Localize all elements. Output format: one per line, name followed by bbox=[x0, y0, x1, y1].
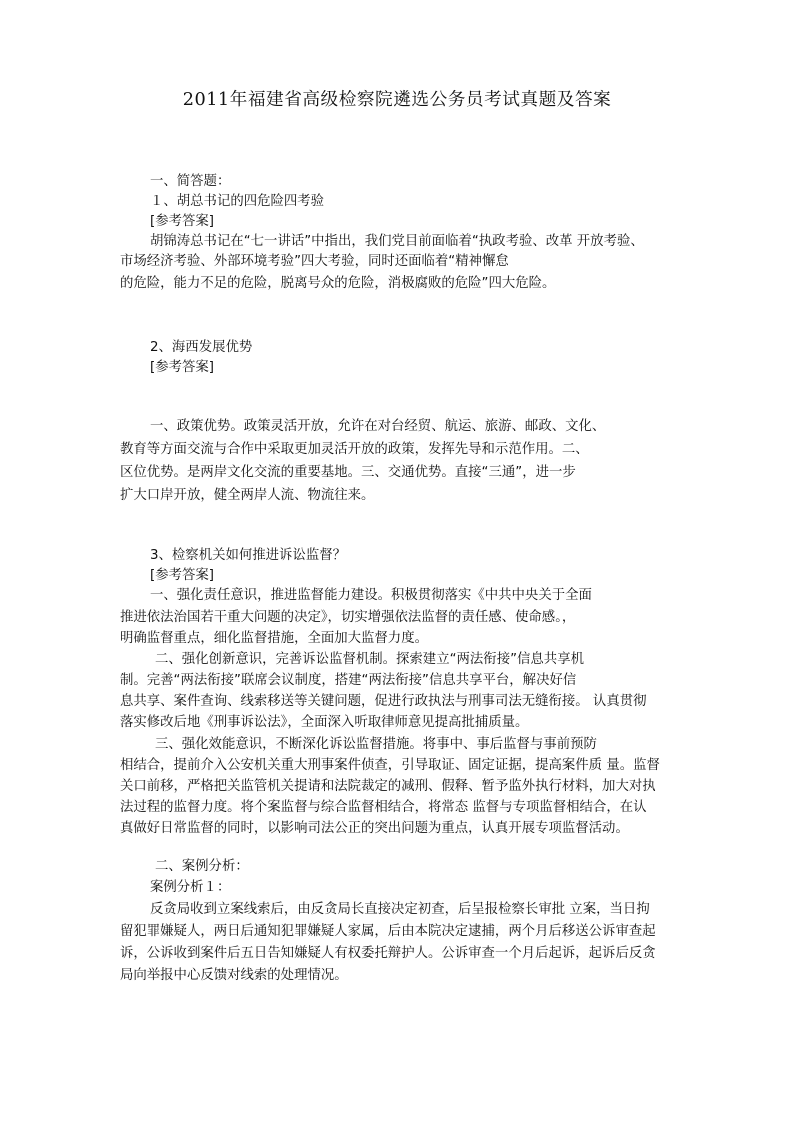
question-2-answer-label: [参考答案] bbox=[150, 360, 215, 375]
question-1-title: １、胡总书记的四危险四考验 bbox=[150, 194, 325, 209]
answer-3-line-4: 二、强化创新意识，完善诉讼监督机制。探索建立“两法衔接”信息共享机 bbox=[155, 652, 584, 667]
case-1-label: 案例分析１： bbox=[150, 880, 231, 895]
answer-3-line-7: 落实修改后地《刑事诉讼法》，全面深入听取律师意见提高批捕质量。 bbox=[120, 715, 529, 730]
answer-3-line-5: 制。完善“两法衔接”联席会议制度，搭建“两法衔接”信息共享平台，解决好信 bbox=[120, 673, 577, 688]
case-1-line-3: 诉，公诉收到案件后五日告知嫌疑人有权委托辩护人。公诉审查一个月后起诉，起诉后反贪 bbox=[120, 946, 656, 961]
answer-3-line-8: 三、强化效能意识，不断深化诉讼监督措施。将事中、事后监督与事前预防 bbox=[155, 737, 597, 752]
answer-3-line-1: 一、强化责任意识，推进监督能力建设。积极贯彻落实《中共中央关于全面 bbox=[150, 588, 592, 603]
answer-3-line-2: 推进依法治国若干重大问题的决定》，切实增强依法监督的责任感、使命感。， bbox=[120, 610, 576, 625]
question-3-answer-label: [参考答案] bbox=[150, 568, 215, 583]
document-title: 2011年福建省高级检察院遴选公务员考试真题及答案 bbox=[182, 90, 612, 110]
answer-3-line-3: 明确监督重点，细化监督措施，全面加大监督力度。 bbox=[120, 631, 428, 646]
answer-3-line-10: 关口前移，严格把关监管机关提请和法院裁定的减刑、假释、暂予监外执行材料，加大对执 bbox=[120, 779, 656, 794]
question-1-answer-label: [参考答案] bbox=[150, 214, 215, 229]
case-1-line-4: 局向举报中心反馈对线索的处理情况。 bbox=[120, 968, 348, 983]
answer-3-line-12: 真做好日常监督的同时，以影响司法公正的突出问题为重点，认真开展专项监督活动。 bbox=[120, 821, 629, 836]
case-1-line-1: 反贪局收到立案线索后，由反贪局长直接决定初查，后呈报检察长审批 立案，当日拘 bbox=[150, 902, 650, 917]
answer-3-line-9: 相结合，提前介入公安机关重大刑事案件侦查，引导取证、固定证据，提高案件质 量。监督 bbox=[120, 758, 660, 773]
answer-1-line-2: 市场经济考验、外部环境考验”四大考验，同时还面临着“精神懈怠 bbox=[120, 254, 509, 269]
answer-2-line-1: 一、政策优势。政策灵活开放，允许在对台经贸、航运、旅游、邮政、文化、 bbox=[150, 419, 606, 434]
question-2-title: 2、海西发展优势 bbox=[150, 340, 253, 355]
answer-1-line-1: 胡锦涛总书记在“七一讲话”中指出，我们党目前面临着“执政考验、改革 开放考验、 bbox=[150, 234, 644, 249]
answer-3-line-11: 法过程的监督力度。将个案监督与综合监督相结合，将常态 监督与专项监督相结合，在认 bbox=[120, 800, 647, 815]
question-3-title: 3、检察机关如何推进诉讼监督？ bbox=[150, 548, 346, 563]
answer-2-line-4: 扩大口岸开放，健全两岸人流、物流往来。 bbox=[120, 488, 375, 503]
answer-3-line-6: 息共享、案件查询、线索移送等关键问题，促进行政执法与刑事司法无缝衔接。 认真贯彻 bbox=[120, 694, 647, 709]
section-heading-case-analysis: 二、案例分析： bbox=[155, 859, 249, 874]
answer-2-line-3: 区位优势。是两岸文化交流的重要基地。三、交通优势。直接“三通”，进一步 bbox=[120, 465, 576, 480]
section-heading-short-answer: 一、简答题： bbox=[150, 174, 231, 189]
answer-2-line-2: 教育等方面交流与合作中采取更加灵活开放的政策，发挥先导和示范作用。二、 bbox=[120, 442, 589, 457]
answer-1-line-3: 的危险，能力不足的危险，脱离号众的危险，消极腐败的危险”四大危险。 bbox=[120, 276, 556, 291]
case-1-line-2: 留犯罪嫌疑人，两日后通知犯罪嫌疑人家属，后由本院决定逮捕，两个月后移送公诉审查起 bbox=[120, 924, 656, 939]
